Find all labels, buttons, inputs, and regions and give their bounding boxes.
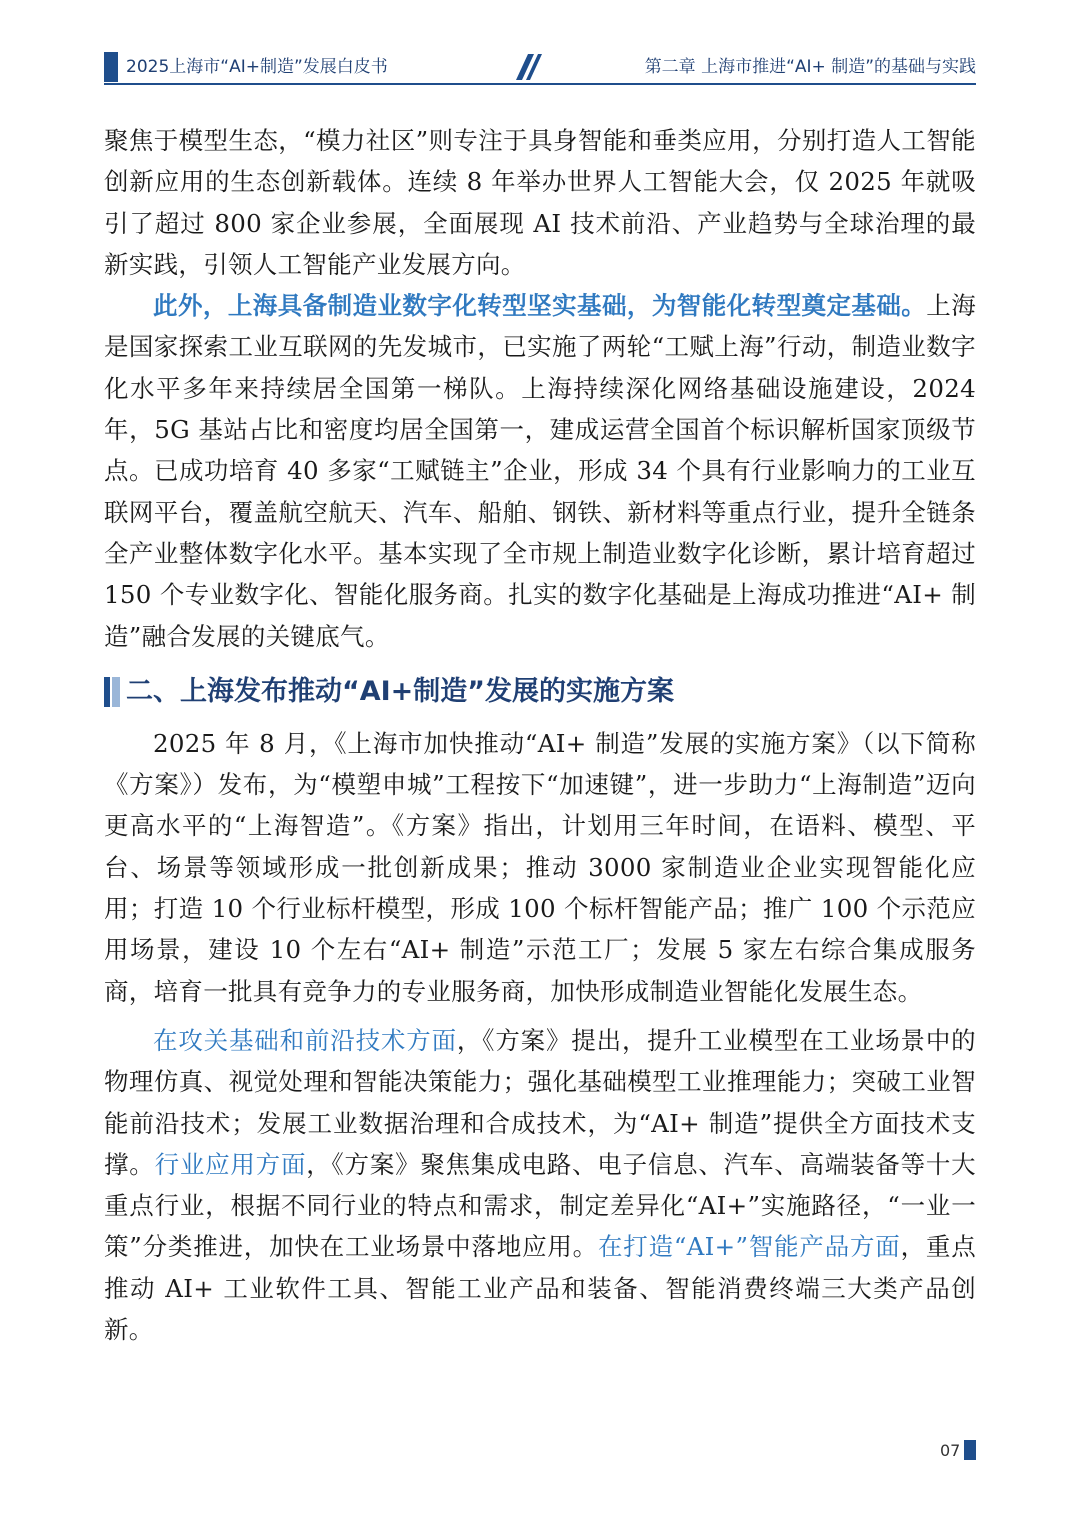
paragraph-2-text: 上海是国家探索工业互联网的先发城市，已实施了两轮“工赋上海”行动，制造业数字化水平多年来持续居全国第一梯队。上海持续深化网络基础设施建设，2024 年，5G 基站占比和密度均居全国第一，建成运营全国首个标识解析国家顶级节点。已成功培育 40 多家“工赋链主”企业，形成 34 个具有行业影响力的工业互联网平台，覆盖航空航天、汽车、船舶、钢铁、新材料等重点行业，提升全链条全产业整体数字化水平。基本实现了全市规上制造业数字化诊断，累计培育超过 150 个专业数字化、智能化服务商。扎实的数字化基础是上海成功推进“AI+ 制造”融合发展的关键底气。 xyxy=(104,291,976,651)
paragraph-2-lead: 此外，上海具备制造业数字化转型坚实基础，为智能化转型奠定基础。 xyxy=(153,291,927,321)
header-book-title: 2025上海市“AI+制造”发展白皮书 xyxy=(126,57,388,77)
page-number-block xyxy=(964,1440,976,1460)
paragraph-4-text-2: ，《方案》聚焦集成电路、电子信息、汽车、高端装备等十大重点行业，根据不同行业的特点和需求，制定差异化“AI+”实施路径，“一业一策”分类推进，加快在工业场景中落地应用。 xyxy=(104,1149,976,1262)
highlight-smart-products: 在打造“AI+”智能产品方面 xyxy=(597,1232,901,1262)
header-slash-decoration xyxy=(502,54,542,80)
header-rule xyxy=(104,83,976,85)
paragraph-4-text-1: ，《方案》提出，提升工业模型在工业场景中的物理仿真、视觉处理和智能决策能力；强化基础模型工业推理能力；突破工业智能前沿技术；发展工业数据治理和合成技术，为“AI+ 制造”提供全方面技术支撑。 xyxy=(104,1025,976,1179)
page-body xyxy=(104,120,976,1350)
paragraph-2 xyxy=(104,285,976,657)
header-accent-block xyxy=(104,52,118,82)
paragraph-3: 2025 年 8 月，《上海市加快推动“AI+ 制造”发展的实施方案》（以下简称《方案》）发布，为“模塑申城”工程按下“加速键”，进一步助力“上海制造”迈向更高水平的“上海智造”。《方案》指出，计划用三年时间，在语料、模型、平台、场景等领域形成一批创新成果；推动 3000 家制造业企业实现智能化应用；打造 10 个行业标杆模型，形成 100 个标杆智能产品；推广 100 个示范应用场景，建设 10 个左右“AI+ 制造”示范工厂；发展 5 家左右综合集成服务商，培育一批具有竞争力的专业服务商，加快形成制造业智能化发展生态。 xyxy=(104,728,976,1006)
page-header xyxy=(104,50,976,84)
section-heading xyxy=(104,667,976,719)
highlight-industry-application: 行业应用方面 xyxy=(154,1149,307,1179)
section-title: 二、上海发布推动“AI+制造”发展的实施方案 xyxy=(126,675,675,707)
section-bar-light-icon xyxy=(112,677,120,707)
page-number: 07 xyxy=(940,1441,961,1460)
header-chapter-title: 第二章 上海市推进“AI+ 制造”的基础与实践 xyxy=(644,57,976,77)
section-bar-icon xyxy=(104,677,110,707)
paragraph-1: 聚焦于模型生态，“模力社区”则专注于具身智能和垂类应用，分别打造人工智能创新应用的生态创新载体。连续 8 年举办世界人工智能大会，仅 2025 年就吸引了超过 800 家企业参展，全面展现 AI 技术前沿、产业趋势与全球治理的最新实践，引领人工智能产业发展方向。 xyxy=(104,126,976,279)
paragraph-4-text-3: ，重点推动 AI+ 工业软件工具、智能工业产品和装备、智能消费终端三大类产品创新。 xyxy=(104,1232,976,1345)
highlight-frontier-tech: 在攻关基础和前沿技术方面 xyxy=(153,1025,457,1055)
paragraph-4 xyxy=(104,1020,976,1350)
